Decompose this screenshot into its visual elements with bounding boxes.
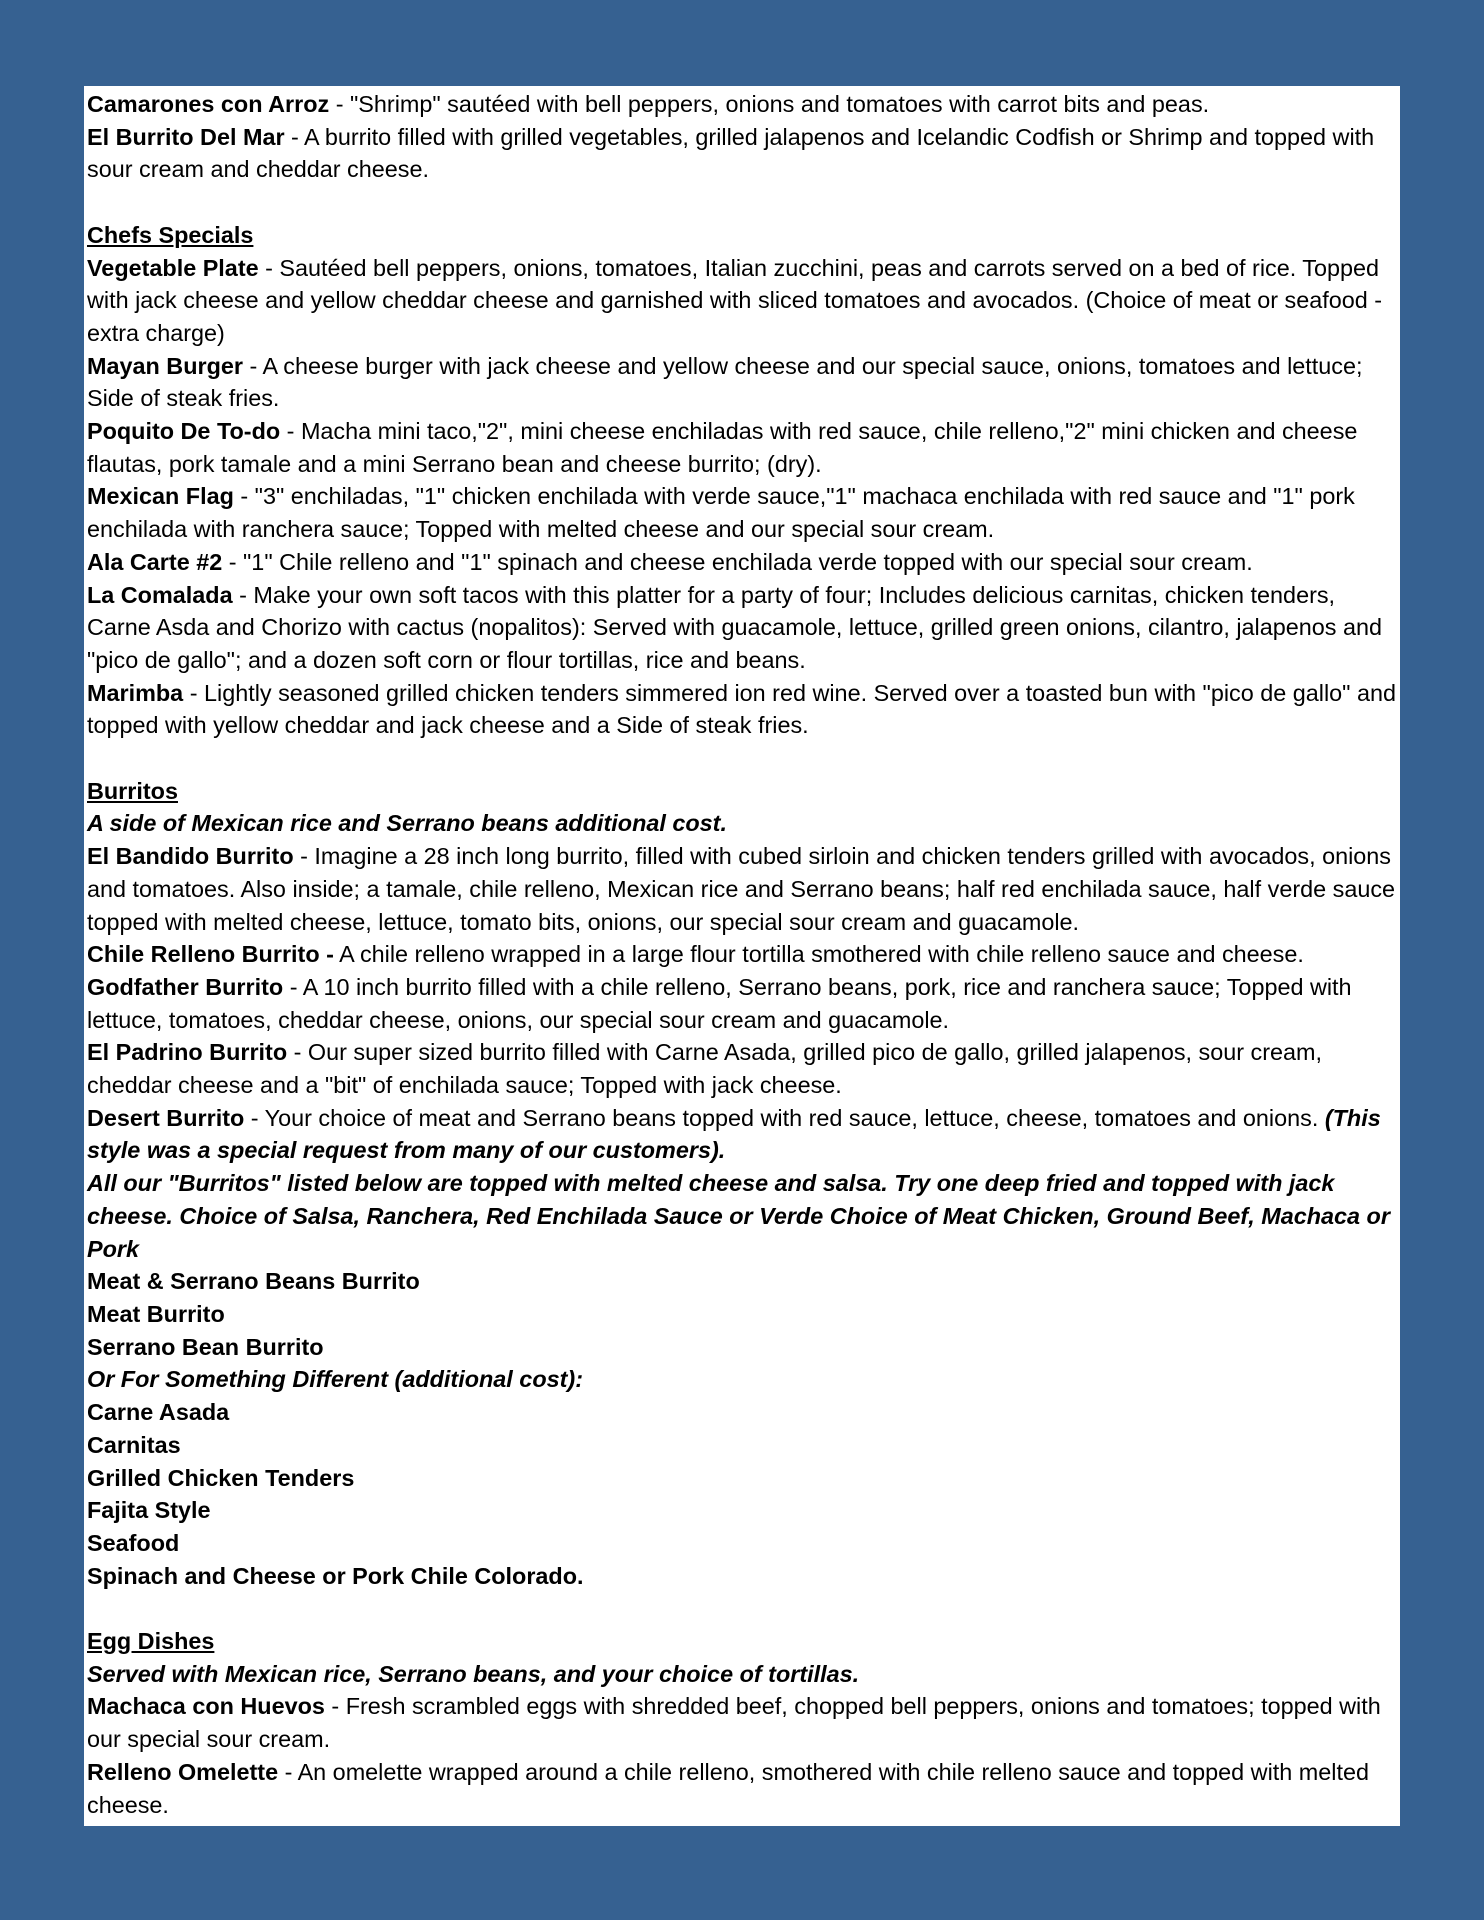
spacer: [87, 1592, 1398, 1625]
spacer: [87, 186, 1398, 219]
menu-item: [87, 546, 1398, 579]
item-name: Mexican Flag: [87, 483, 234, 510]
item-name: Desert Burrito: [87, 1104, 245, 1131]
list-item: Meat Burrito: [87, 1300, 225, 1327]
item-name: Ala Carte #2: [87, 548, 223, 575]
burritos-section: [87, 775, 1398, 1593]
item-description: - A 10 inch burrito filled with a chile relleno, Serrano beans, pork, rice and ranchera sauce; Topped with lettuce, tomatoes, cheddar cheese, onions, our special sour cream and guacamole.: [87, 973, 1352, 1033]
list-item: Carne Asada: [87, 1399, 230, 1426]
menu-item: [87, 1102, 1398, 1167]
menu-item: [87, 938, 1398, 971]
item-description: - A burrito filled with grilled vegetables, grilled jalapenos and Icelandic Codfish or Shrimp and topped with sour cream and cheddar cheese.: [87, 123, 1375, 183]
section-note: Served with Mexican rice, Serrano beans, and your choice of tortillas.: [87, 1660, 860, 1687]
list-item: Spinach and Cheese or Pork Chile Colorado.: [87, 1562, 584, 1589]
item-description: - An omelette wrapped around a chile relleno, smothered with chile relleno sauce and topped with melted cheese.: [87, 1758, 1369, 1818]
item-description: - Imagine a 28 inch long burrito, filled with cubed sirloin and chicken tenders grilled with avocados, onions and tomatoes. Also inside; a tamale, chile relleno, Mexican rice and Serrano beans; half red enchilada sauce, half verde sauce topped with melted cheese, lettuce, tomato bits, onions, our special sour cream and guacamole.: [87, 843, 1396, 935]
list-item: Grilled Chicken Tenders: [87, 1464, 355, 1491]
list-item: Seafood: [87, 1529, 180, 1556]
menu-item: [87, 1036, 1398, 1101]
item-name: Poquito De To-do: [87, 418, 281, 445]
item-name: El Bandido Burrito: [87, 843, 294, 870]
item-special-note: (This style was a special request from many of our customers).: [87, 1104, 1381, 1164]
list-item: Serrano Bean Burrito: [87, 1333, 324, 1360]
egg-dishes-section: [87, 1625, 1398, 1821]
item-description: - Sautéed bell peppers, onions, tomatoes, Italian zucchini, peas and carrots served on a bed of rice. Topped with jack cheese and yellow cheddar cheese and garnished with sliced tomatoes and avocados. (Choice of meat or seafood - extra charge): [87, 254, 1383, 346]
item-name: El Burrito Del Mar: [87, 123, 285, 150]
chefs-specials-section: [87, 219, 1398, 742]
item-name: Camarones con Arroz: [87, 91, 330, 117]
menu-page: [84, 86, 1400, 1826]
item-description: - Make your own soft tacos with this platter for a party of four; Includes delicious carnitas, chicken tenders, Carne Asda and Chorizo with cactus (nopalitos): Served with guacamole, lettuce, grilled green onions, cilantro, jalapenos and "pico de gallo"; and a dozen soft corn or flour tortillas, rice and beans.: [87, 581, 1383, 673]
burritos-topped-note: All our "Burritos" listed below are topped with melted cheese and salsa. Try one deep fried and topped with jack cheese. Choice of Salsa, Ranchera, Red Enchilada Sauce or Verde Choice of Meat Chicken, Ground Beef, Machaca or Pork: [87, 1170, 1390, 1262]
menu-item: [87, 121, 1398, 186]
menu-item: [87, 971, 1398, 1036]
section-heading-egg-dishes: Egg Dishes: [87, 1628, 215, 1654]
menu-item: [87, 88, 1398, 121]
item-name: Relleno Omelette: [87, 1758, 279, 1785]
item-description: - Your choice of meat and Serrano beans topped with red sauce, lettuce, cheese, tomatoes and onions.: [244, 1104, 1325, 1131]
menu-item: [87, 252, 1398, 350]
item-name: Vegetable Plate: [87, 254, 259, 281]
menu-item: [87, 1756, 1398, 1821]
item-description: - Lightly seasoned grilled chicken tenders simmered ion red wine. Served over a toasted bun with "pico de gallo" and topped with yellow cheddar and jack cheese and a Side of steak fries.: [87, 679, 1397, 739]
menu-item: [87, 579, 1398, 677]
item-description: - Our super sized burrito filled with Carne Asada, grilled pico de gallo, grilled jalapenos, sour cream, cheddar cheese and a "bit" of enchilada sauce; Topped with jack cheese.: [87, 1039, 1323, 1099]
item-name: El Padrino Burrito: [87, 1039, 288, 1066]
item-description: - "Shrimp" sautéed with bell peppers, onions and tomatoes with carrot bits and peas.: [329, 91, 1210, 117]
item-name: Machaca con Huevos: [87, 1693, 325, 1720]
menu-item: [87, 415, 1398, 480]
menu-item: [87, 1690, 1398, 1755]
item-name: Mayan Burger: [87, 352, 243, 379]
list-item: Meat & Serrano Beans Burrito: [87, 1268, 420, 1295]
item-description: - A cheese burger with jack cheese and yellow cheese and our special sauce, onions, tomatoes and lettuce; Side of steak fries.: [87, 352, 1363, 412]
item-name: La Comalada: [87, 581, 233, 608]
item-name: Godfather Burrito: [87, 973, 284, 1000]
item-name: Marimba: [87, 679, 184, 706]
menu-item: [87, 840, 1398, 938]
section-heading-burritos: Burritos: [87, 777, 178, 804]
item-description: A chile relleno wrapped in a large flour tortilla smothered with chile relleno sauce and cheese.: [333, 941, 1304, 968]
item-description: - Fresh scrambled eggs with shredded beef, chopped bell peppers, onions and tomatoes; topped with our special sour cream.: [87, 1693, 1381, 1753]
item-description: - "3" enchiladas, "1" chicken enchilada with verde sauce,"1" machaca enchilada with red sauce and "1" pork enchilada with ranchera sauce; Topped with melted cheese and our special sour cream.: [87, 483, 1355, 543]
different-note: Or For Something Different (additional cost):: [87, 1366, 583, 1393]
menu-item: [87, 350, 1398, 415]
list-item: Carnitas: [87, 1431, 181, 1458]
menu-item: [87, 677, 1398, 742]
item-name: Chile Relleno Burrito -: [87, 941, 334, 968]
section-heading-chefs-specials: Chefs Specials: [87, 221, 254, 248]
menu-item: [87, 480, 1398, 545]
list-item: Fajita Style: [87, 1497, 211, 1524]
spacer: [87, 742, 1398, 775]
item-description: - Macha mini taco,"2", mini cheese enchiladas with red sauce, chile relleno,"2" mini chicken and cheese flautas, pork tamale and a mini Serrano bean and cheese burrito; (dry).: [87, 418, 1358, 477]
item-description: - "1" Chile relleno and "1" spinach and cheese enchilada verde topped with our special sour cream.: [222, 548, 1253, 575]
section-note: A side of Mexican rice and Serrano beans additional cost.: [87, 810, 727, 837]
